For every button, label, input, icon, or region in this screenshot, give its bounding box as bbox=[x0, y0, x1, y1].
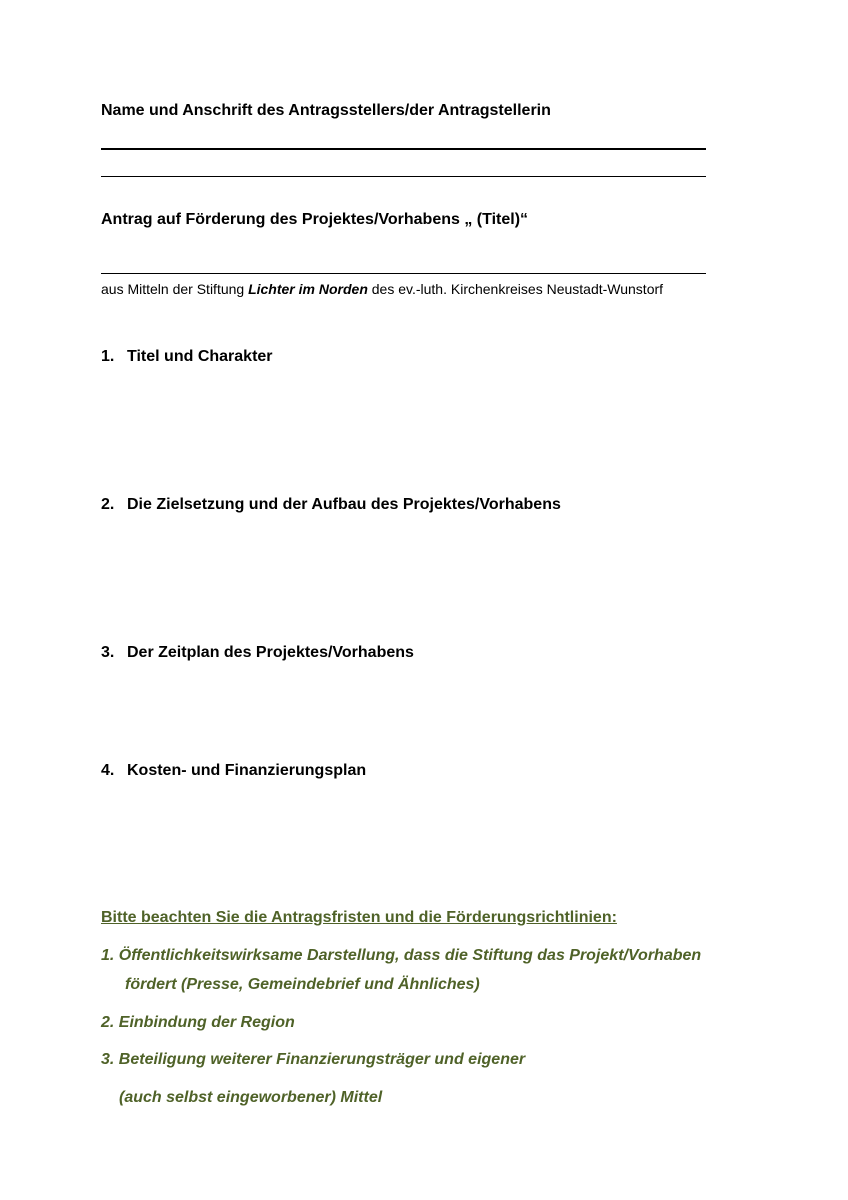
section-4-heading bbox=[101, 762, 366, 780]
section-number: 1. bbox=[101, 348, 115, 365]
section-1-heading bbox=[101, 348, 273, 366]
section-number: 3. bbox=[101, 644, 115, 661]
project-title-line[interactable] bbox=[101, 273, 706, 274]
section-title: Kosten- und Finanzierungsplan bbox=[127, 762, 367, 779]
section-title: Titel und Charakter bbox=[127, 348, 273, 365]
section-title: Die Zielsetzung und der Aufbau des Projektes/Vorhabens bbox=[127, 496, 561, 513]
funding-suffix: des ev.-luth. Kirchenkreises Neustadt-Wunstorf bbox=[367, 281, 664, 297]
section-number: 2. bbox=[101, 496, 115, 513]
note-item-2: 2. Einbindung der Region bbox=[101, 1014, 295, 1031]
section-number: 4. bbox=[101, 762, 115, 779]
application-label: Antrag auf Förderung des Projektes/Vorhabens „ (Titel)“ bbox=[101, 211, 529, 228]
section-2-heading bbox=[101, 496, 561, 514]
note-item-3-line-1: 3. Beteiligung weiterer Finanzierungsträger und eigener bbox=[101, 1051, 526, 1068]
section-title: Der Zeitplan des Projektes/Vorhabens bbox=[127, 644, 414, 661]
funding-source-line bbox=[101, 281, 663, 297]
foundation-name: Lichter im Norden bbox=[248, 281, 368, 297]
note-item-3-line-2: (auch selbst eingeworbener) Mittel bbox=[119, 1089, 383, 1106]
section-3-heading bbox=[101, 644, 414, 662]
applicant-address-line[interactable] bbox=[101, 176, 706, 177]
funding-prefix: aus Mitteln der Stiftung bbox=[101, 281, 249, 297]
note-item-1-line-2: fördert (Presse, Gemeindebrief und Ähnliches) bbox=[125, 976, 480, 993]
applicant-label: Name und Anschrift des Antragsstellers/der Antragstellerin bbox=[101, 102, 551, 119]
notes-heading: Bitte beachten Sie die Antragsfristen und die Förderungsrichtlinien: bbox=[101, 909, 617, 926]
note-item-1-line-1: 1. Öffentlichkeitswirksame Darstellung, dass die Stiftung das Projekt/Vorhaben bbox=[101, 947, 702, 964]
applicant-name-line[interactable] bbox=[101, 148, 706, 150]
